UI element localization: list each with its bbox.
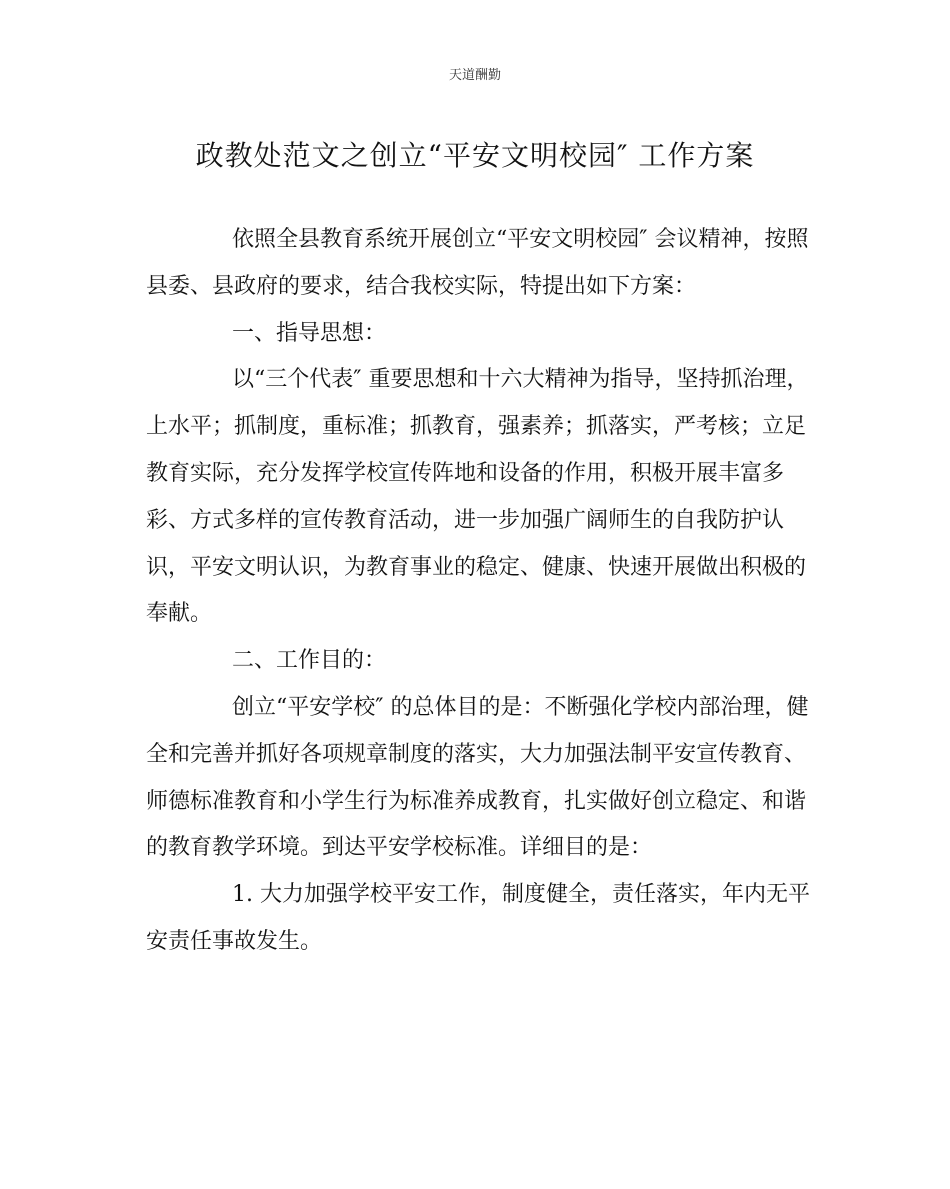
body-line: 的教育教学环境。到达平安学校标准。详细目的是： [146, 835, 653, 861]
body-line: 安责任事故发生。 [146, 928, 323, 954]
body-line: 创立“平安学校″ 的总体目的是：不断强化学校内部治理，健 [232, 694, 809, 720]
body-line: 县委、县政府的要求，结合我校实际，特提出如下方案： [146, 273, 697, 299]
body-line: 二、工作目的： [232, 648, 387, 674]
body-line: 上水平；抓制度，重标准；抓教育，强素养；抓落实，严考核；立足 [146, 414, 807, 440]
body-line: 以“三个代表″ 重要思想和十六大精神为指导，坚持抓治理， [232, 367, 809, 393]
body-line: 教育实际，充分发挥学校宣传阵地和设备的作用，积极开展丰富多 [146, 460, 785, 486]
document-title: 政教处范文之创立“平安文明校园″ 工作方案 [195, 139, 755, 172]
body-line: 彩、方式多样的宣传教育活动，进一步加强广阔师生的自我防护认 [146, 507, 785, 533]
page-header: 天道酬勤 [448, 68, 501, 83]
body-line: 一、指导思想： [232, 320, 387, 346]
body-line: 识，平安文明认识，为教育事业的稳定、健康、快速开展做出积极的 [146, 554, 807, 580]
body-line: 依照全县教育系统开展创立“平安文明校园″ 会议精神，按照 [232, 227, 809, 252]
body-line: 师德标准教育和小学生行为标准养成教育，扎实做好创立稳定、和谐 [146, 788, 807, 814]
body-line: 全和完善并抓好各项规章制度的落实，大力加强法制平安宣传教育、 [146, 741, 807, 767]
body-line: 1. 大力加强学校平安工作，制度健全，责任落实，年内无平 [232, 882, 810, 908]
document-body [146, 217, 808, 966]
body-line: 奉献。 [146, 601, 213, 627]
